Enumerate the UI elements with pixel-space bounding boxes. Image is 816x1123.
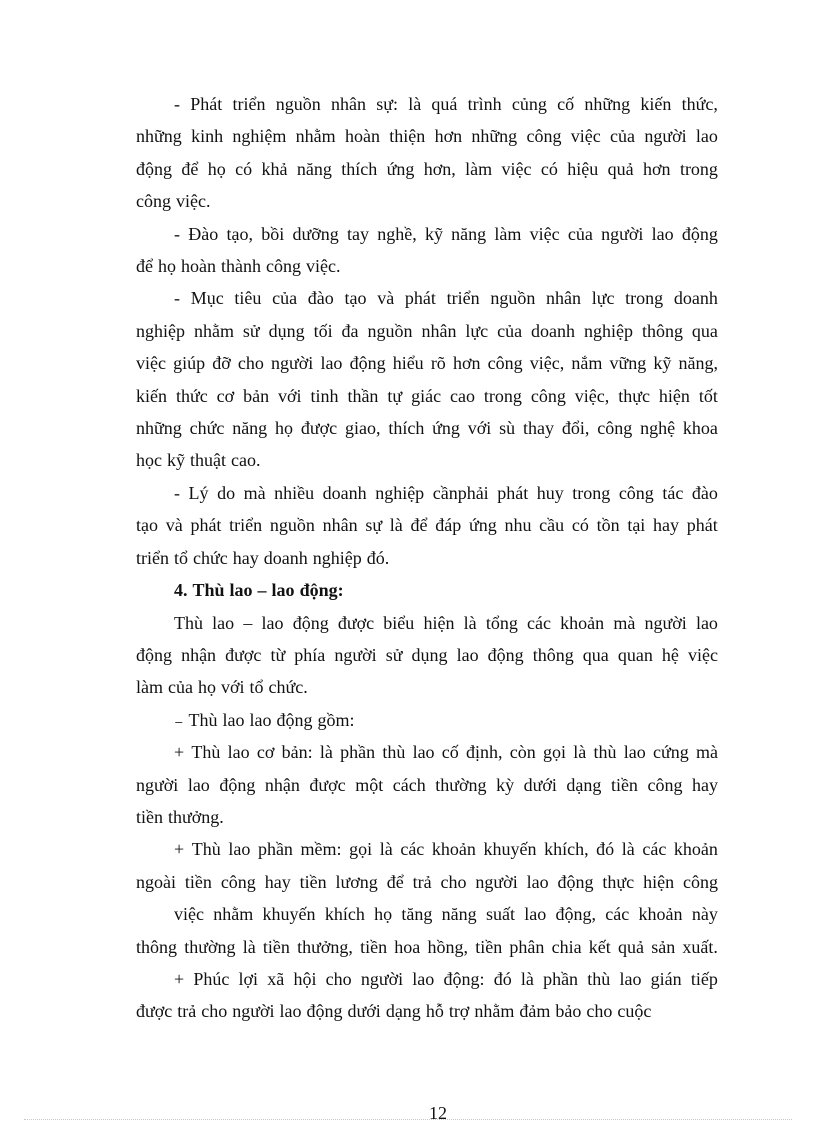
text-line: tiền thưởng. [136, 806, 224, 827]
text-line: việc giúp đỡ cho người lao động hiểu rõ hơn công việc, nắm vững kỹ năng, [136, 353, 718, 374]
text-line: ngoài tiền công hay tiền lương để trả cho người lao động thực hiện công [136, 871, 718, 892]
text-line: - Mục tiêu của đào tạo và phát triển nguồn nhân lực trong doanh [174, 288, 718, 309]
text-line: những chức năng họ được giao, thích ứng với sù thay đổi, công nghệ khoa [136, 418, 718, 439]
text-line: kiến thức cơ bản với tinh thần tự giác cao trong công việc, thực hiện tốt [136, 385, 718, 406]
text-line: động nhận được từ phía người sử dụng lao động thông qua quan hệ việc [136, 644, 718, 665]
text-line: những kinh nghiệm nhằm hoàn thiện hơn những công việc của người lao [136, 126, 718, 147]
text-line: động để họ có khả năng thích ứng hơn, làm việc có hiệu quả hơn trong [136, 158, 718, 179]
text-line: học kỹ thuật cao. [136, 450, 261, 471]
text-line: tạo và phát triển nguồn nhân sự là để đáp ứng nhu cầu có tồn tại hay phát [136, 515, 718, 536]
text-line: người lao động nhận được một cách thường kỳ dưới dạng tiền công hay [136, 774, 718, 795]
page-number: 12 [429, 1103, 447, 1123]
text-line: + Phúc lợi xã hội cho người lao động: đó là phần thù lao gián tiếp [174, 968, 718, 989]
text-line: triển tổ chức hay doanh nghiệp đó. [136, 547, 390, 568]
text-line: + Thù lao cơ bản: là phần thù lao cố định, còn gọi là thù lao cứng mà [174, 742, 718, 763]
text-line: để họ hoàn thành công việc. [136, 256, 341, 277]
section-heading: 4. Thù lao – lao động: [174, 580, 344, 601]
text-line: + Thù lao phần mềm: gọi là các khoản khuyến khích, đó là các khoản [174, 839, 718, 860]
text-line: - Lý do mà nhiều doanh nghiệp cầnphải phát huy trong công tác đào [174, 482, 718, 503]
document-body [136, 88, 718, 1028]
text-line: nghiệp nhằm sử dụng tối đa nguồn nhân lực của doanh nghiệp thông qua [136, 320, 718, 341]
text-line: - Đào tạo, bồi dưỡng tay nghề, kỹ năng làm việc của người lao động [174, 223, 718, 244]
text-line: - Phát triển nguồn nhân sự: là quá trình củng cố những kiến thức, [174, 94, 718, 114]
text-line: thông thường là tiền thưởng, tiền hoa hồng, tiền phân chia kết quả sản xuất. [136, 936, 718, 957]
text-line: ₋ Thù lao lao động gồm: [174, 709, 355, 730]
text-line: việc nhằm khuyến khích họ tăng năng suất lao động, các khoản này [174, 904, 718, 925]
text-line: làm của họ với tổ chức. [136, 677, 308, 698]
text-line: được trả cho người lao động dưới dạng hỗ trợ nhằm đảm bảo cho cuộc [136, 1001, 652, 1022]
text-line: Thù lao – lao động được biểu hiện là tổng các khoản mà người lao [174, 612, 718, 633]
text-line: công việc. [136, 191, 211, 212]
